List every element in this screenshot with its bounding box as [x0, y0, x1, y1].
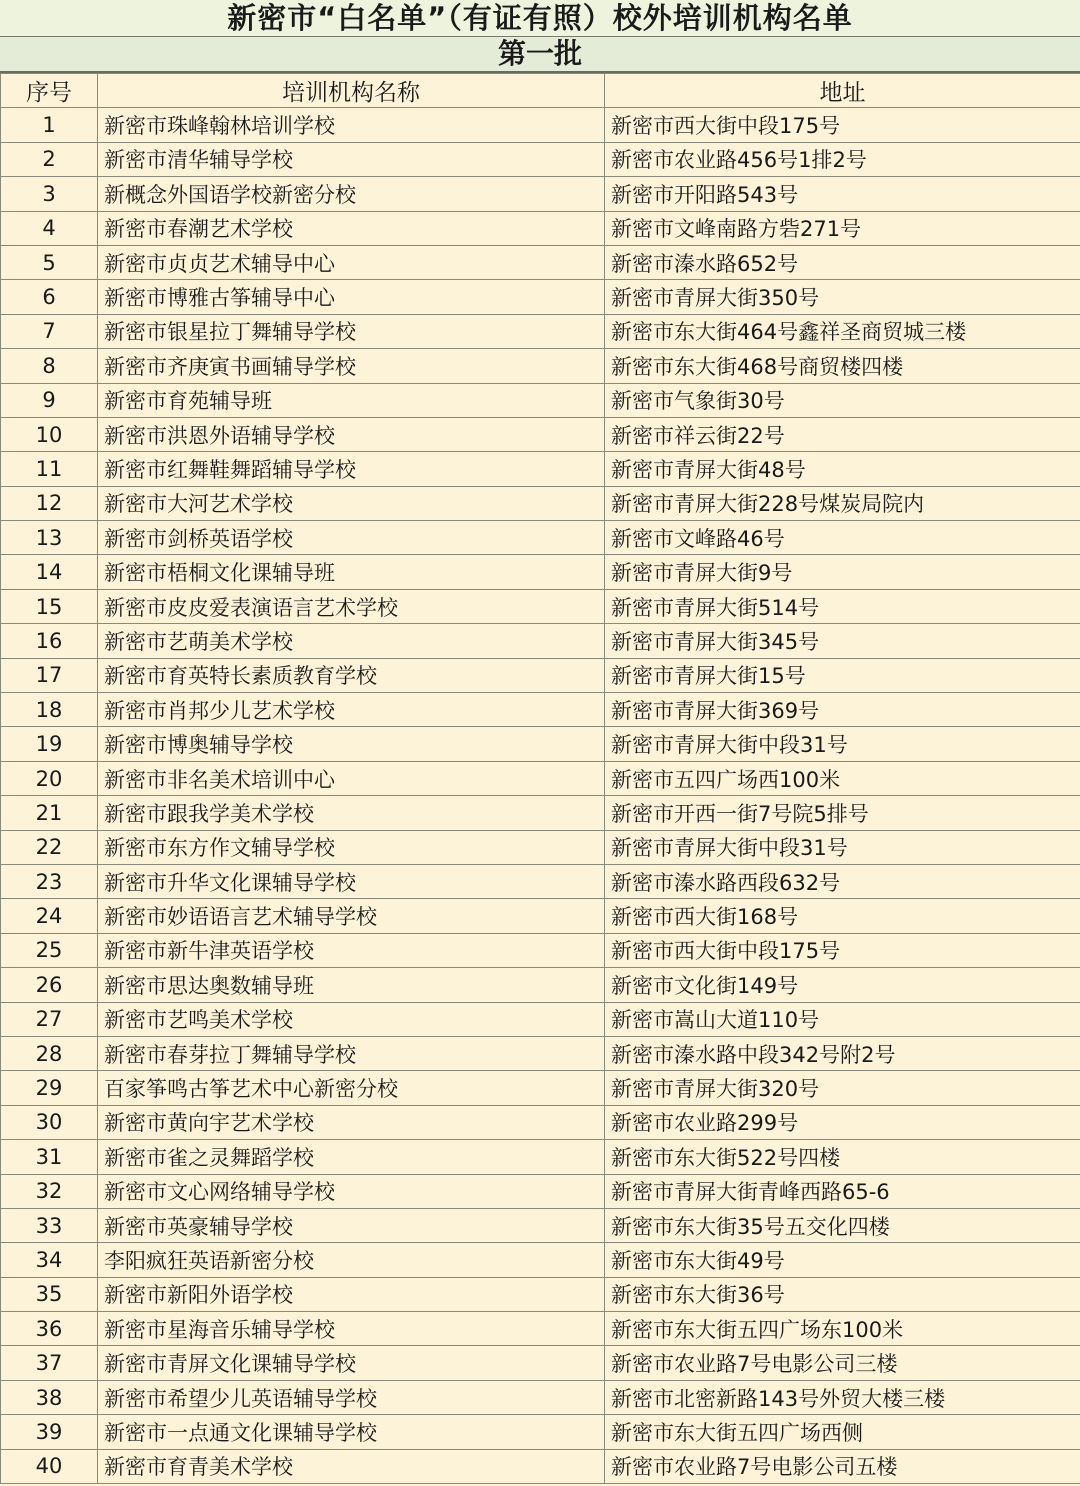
institution-name-cell[interactable]: 新密市红舞鞋舞蹈辅导学校: [98, 452, 605, 486]
address-cell[interactable]: 新密市文峰路46号: [605, 521, 1080, 555]
address-cell[interactable]: 新密市农业路7号电影公司三楼: [605, 1346, 1080, 1380]
row-index-cell[interactable]: 39: [1, 1415, 98, 1449]
table-row: [1, 1105, 1080, 1139]
row-index-cell[interactable]: 17: [1, 658, 98, 692]
address-cell[interactable]: 新密市青屏大街15号: [605, 658, 1080, 692]
row-index-cell[interactable]: 36: [1, 1312, 98, 1346]
row-index-cell[interactable]: 7: [1, 314, 98, 348]
institution-name-cell[interactable]: 新密市思达奥数辅导班: [98, 968, 605, 1002]
address-cell[interactable]: 新密市东大街522号四楼: [605, 1140, 1080, 1174]
table-row: [1, 108, 1080, 142]
table-row: [1, 1174, 1080, 1208]
row-index-cell[interactable]: 4: [1, 211, 98, 245]
institution-name-cell[interactable]: 新密市育英特长素质教育学校: [98, 658, 605, 692]
institution-name-cell[interactable]: 新密市皮皮爱表演语言艺术学校: [98, 589, 605, 623]
table-row: [1, 452, 1080, 486]
row-index-cell[interactable]: 38: [1, 1380, 98, 1414]
table-row: [1, 1346, 1080, 1380]
table-row: [1, 417, 1080, 451]
table-row: [1, 142, 1080, 176]
table-row: [1, 727, 1080, 761]
institution-name-cell[interactable]: 新密市肖邦少儿艺术学校: [98, 693, 605, 727]
address-cell[interactable]: 新密市农业路299号: [605, 1105, 1080, 1139]
row-index-cell[interactable]: 32: [1, 1174, 98, 1208]
address-cell[interactable]: 新密市东大街36号: [605, 1277, 1080, 1311]
institution-name-cell[interactable]: 新密市大河艺术学校: [98, 486, 605, 520]
table-row: [1, 1243, 1080, 1277]
address-cell[interactable]: 新密市北密新路143号外贸大楼三楼: [605, 1380, 1080, 1414]
address-cell[interactable]: 新密市文化街149号: [605, 968, 1080, 1002]
institution-name-cell[interactable]: 新密市一点通文化课辅导学校: [98, 1415, 605, 1449]
institution-name-cell[interactable]: 新密市春芽拉丁舞辅导学校: [98, 1036, 605, 1070]
row-index-cell[interactable]: 29: [1, 1071, 98, 1105]
row-index-cell[interactable]: 11: [1, 452, 98, 486]
institution-name-cell[interactable]: 新密市珠峰翰林培训学校: [98, 108, 605, 142]
institution-name-cell[interactable]: 新密市黄向宇艺术学校: [98, 1105, 605, 1139]
row-index-cell[interactable]: 3: [1, 177, 98, 211]
address-cell[interactable]: 新密市青屏大街青峰西路65-6: [605, 1174, 1080, 1208]
address-cell[interactable]: 新密市气象街30号: [605, 383, 1080, 417]
institution-name-cell[interactable]: 新密市新牛津英语学校: [98, 933, 605, 967]
row-index-cell[interactable]: 19: [1, 727, 98, 761]
table-row: [1, 280, 1080, 314]
row-index-cell[interactable]: 10: [1, 417, 98, 451]
row-index-cell[interactable]: 24: [1, 899, 98, 933]
institution-name-cell[interactable]: 百家筝鸣古筝艺术中心新密分校: [98, 1071, 605, 1105]
table-row: [1, 1449, 1080, 1483]
table-row: [1, 899, 1080, 933]
address-cell[interactable]: 新密市东大街五四广场西侧: [605, 1415, 1080, 1449]
address-cell[interactable]: 新密市西大街中段175号: [605, 108, 1080, 142]
row-index-cell[interactable]: 22: [1, 830, 98, 864]
institution-name-cell[interactable]: 新密市青屏文化课辅导学校: [98, 1346, 605, 1380]
row-index-cell[interactable]: 6: [1, 280, 98, 314]
table-row: [1, 1380, 1080, 1414]
institution-name-cell[interactable]: 新密市东方作文辅导学校: [98, 830, 605, 864]
table-row: [1, 245, 1080, 279]
table-row: [1, 933, 1080, 967]
institution-name-cell[interactable]: 新密市育苑辅导班: [98, 383, 605, 417]
institution-name-cell[interactable]: 新密市贞贞艺术辅导中心: [98, 245, 605, 279]
row-index-cell[interactable]: 35: [1, 1277, 98, 1311]
institution-name-cell[interactable]: 新密市梧桐文化课辅导班: [98, 555, 605, 589]
table-row: [1, 349, 1080, 383]
table-row: [1, 589, 1080, 623]
institution-name-cell[interactable]: 新密市银星拉丁舞辅导学校: [98, 314, 605, 348]
table-row: [1, 830, 1080, 864]
institution-name-cell[interactable]: 新密市齐庚寅书画辅导学校: [98, 349, 605, 383]
address-cell[interactable]: 新密市东大街468号商贸楼四楼: [605, 349, 1080, 383]
address-cell[interactable]: 新密市西大街中段175号: [605, 933, 1080, 967]
row-index-cell[interactable]: 40: [1, 1449, 98, 1483]
address-cell[interactable]: 新密市东大街464号鑫祥圣商贸城三楼: [605, 314, 1080, 348]
row-index-cell[interactable]: 37: [1, 1346, 98, 1380]
institution-name-cell[interactable]: 李阳疯狂英语新密分校: [98, 1243, 605, 1277]
institution-name-cell[interactable]: 新密市妙语语言艺术辅导学校: [98, 899, 605, 933]
address-cell[interactable]: 新密市青屏大街350号: [605, 280, 1080, 314]
table-row: [1, 864, 1080, 898]
address-cell[interactable]: 新密市青屏大街369号: [605, 693, 1080, 727]
table-body: [1, 108, 1080, 1484]
table-row: [1, 383, 1080, 417]
address-cell[interactable]: 新密市溱水路652号: [605, 245, 1080, 279]
institution-name-cell[interactable]: 新密市新阳外语学校: [98, 1277, 605, 1311]
table-row: [1, 211, 1080, 245]
address-cell[interactable]: 新密市青屏大街345号: [605, 624, 1080, 658]
row-index-cell[interactable]: 20: [1, 761, 98, 795]
row-index-cell[interactable]: 26: [1, 968, 98, 1002]
institution-name-cell[interactable]: 新密市文心网络辅导学校: [98, 1174, 605, 1208]
row-index-cell[interactable]: 15: [1, 589, 98, 623]
header-index[interactable]: 序号: [1, 74, 98, 108]
row-index-cell[interactable]: 25: [1, 933, 98, 967]
row-index-cell[interactable]: 12: [1, 486, 98, 520]
table-row: [1, 658, 1080, 692]
table-row: [1, 968, 1080, 1002]
institution-name-cell[interactable]: 新密市春潮艺术学校: [98, 211, 605, 245]
institution-name-cell[interactable]: 新密市艺萌美术学校: [98, 624, 605, 658]
table-row: [1, 693, 1080, 727]
address-cell[interactable]: 新密市溱水路中段342号附2号: [605, 1036, 1080, 1070]
institution-name-cell[interactable]: 新密市升华文化课辅导学校: [98, 864, 605, 898]
row-index-cell[interactable]: 8: [1, 349, 98, 383]
row-index-cell[interactable]: 23: [1, 864, 98, 898]
table-row: [1, 1277, 1080, 1311]
row-index-cell[interactable]: 34: [1, 1243, 98, 1277]
address-cell[interactable]: 新密市农业路7号电影公司五楼: [605, 1449, 1080, 1483]
header-row: [1, 74, 1080, 108]
row-index-cell[interactable]: 16: [1, 624, 98, 658]
row-index-cell[interactable]: 21: [1, 796, 98, 830]
table-row: [1, 1312, 1080, 1346]
row-index-cell[interactable]: 31: [1, 1140, 98, 1174]
institution-name-cell[interactable]: 新密市博雅古筝辅导中心: [98, 280, 605, 314]
batch-subtitle[interactable]: 第一批: [0, 37, 1080, 73]
institution-name-cell[interactable]: 新密市剑桥英语学校: [98, 521, 605, 555]
table-row: [1, 1036, 1080, 1070]
table-row: [1, 555, 1080, 589]
table-row: [1, 1140, 1080, 1174]
address-cell[interactable]: 新密市溱水路西段632号: [605, 864, 1080, 898]
address-cell[interactable]: 新密市青屏大街48号: [605, 452, 1080, 486]
institution-name-cell[interactable]: 新密市希望少儿英语辅导学校: [98, 1380, 605, 1414]
address-cell[interactable]: 新密市祥云街22号: [605, 417, 1080, 451]
institution-name-cell[interactable]: 新密市育青美术学校: [98, 1449, 605, 1483]
institution-name-cell[interactable]: 新密市博奥辅导学校: [98, 727, 605, 761]
header-address[interactable]: 地址: [605, 74, 1080, 108]
row-index-cell[interactable]: 2: [1, 142, 98, 176]
institution-name-cell[interactable]: 新密市清华辅导学校: [98, 142, 605, 176]
address-cell[interactable]: 新密市青屏大街228号煤炭局院内: [605, 486, 1080, 520]
address-cell[interactable]: 新密市青屏大街320号: [605, 1071, 1080, 1105]
header-name[interactable]: 培训机构名称: [98, 74, 605, 108]
row-index-cell[interactable]: 5: [1, 245, 98, 279]
institution-table: [0, 73, 1080, 1484]
address-cell[interactable]: 新密市东大街五四广场东100米: [605, 1312, 1080, 1346]
institution-name-cell[interactable]: 新密市雀之灵舞蹈学校: [98, 1140, 605, 1174]
table-row: [1, 177, 1080, 211]
table-row: [1, 486, 1080, 520]
institution-name-cell[interactable]: 新密市英豪辅导学校: [98, 1208, 605, 1242]
address-cell[interactable]: 新密市开阳路543号: [605, 177, 1080, 211]
address-cell[interactable]: 新密市东大街35号五交化四楼: [605, 1208, 1080, 1242]
table-row: [1, 796, 1080, 830]
row-index-cell[interactable]: 9: [1, 383, 98, 417]
table-row: [1, 521, 1080, 555]
table-row: [1, 1002, 1080, 1036]
table-row: [1, 1071, 1080, 1105]
row-index-cell[interactable]: 18: [1, 693, 98, 727]
address-cell[interactable]: 新密市五四广场西100米: [605, 761, 1080, 795]
institution-name-cell[interactable]: 新密市跟我学美术学校: [98, 796, 605, 830]
row-index-cell[interactable]: 30: [1, 1105, 98, 1139]
institution-name-cell[interactable]: 新密市艺鸣美术学校: [98, 1002, 605, 1036]
table-row: [1, 624, 1080, 658]
address-cell[interactable]: 新密市青屏大街中段31号: [605, 830, 1080, 864]
table-row: [1, 1208, 1080, 1242]
institution-name-cell[interactable]: 新密市非名美术培训中心: [98, 761, 605, 795]
address-cell[interactable]: 新密市嵩山大道110号: [605, 1002, 1080, 1036]
row-index-cell[interactable]: 14: [1, 555, 98, 589]
row-index-cell[interactable]: 1: [1, 108, 98, 142]
row-index-cell[interactable]: 13: [1, 521, 98, 555]
address-cell[interactable]: 新密市青屏大街514号: [605, 589, 1080, 623]
sheet-title[interactable]: 新密市“白名单”（有证有照）校外培训机构名单: [0, 0, 1080, 37]
institution-name-cell[interactable]: 新密市洪恩外语辅导学校: [98, 417, 605, 451]
address-cell[interactable]: 新密市青屏大街9号: [605, 555, 1080, 589]
row-index-cell[interactable]: 27: [1, 1002, 98, 1036]
institution-name-cell[interactable]: 新概念外国语学校新密分校: [98, 177, 605, 211]
address-cell[interactable]: 新密市东大街49号: [605, 1243, 1080, 1277]
address-cell[interactable]: 新密市开西一街7号院5排号: [605, 796, 1080, 830]
address-cell[interactable]: 新密市农业路456号1排2号: [605, 142, 1080, 176]
institution-name-cell[interactable]: 新密市星海音乐辅导学校: [98, 1312, 605, 1346]
table-row: [1, 1415, 1080, 1449]
address-cell[interactable]: 新密市文峰南路方砦271号: [605, 211, 1080, 245]
address-cell[interactable]: 新密市青屏大街中段31号: [605, 727, 1080, 761]
address-cell[interactable]: 新密市西大街168号: [605, 899, 1080, 933]
row-index-cell[interactable]: 28: [1, 1036, 98, 1070]
table-row: [1, 761, 1080, 795]
row-index-cell[interactable]: 33: [1, 1208, 98, 1242]
table-row: [1, 314, 1080, 348]
